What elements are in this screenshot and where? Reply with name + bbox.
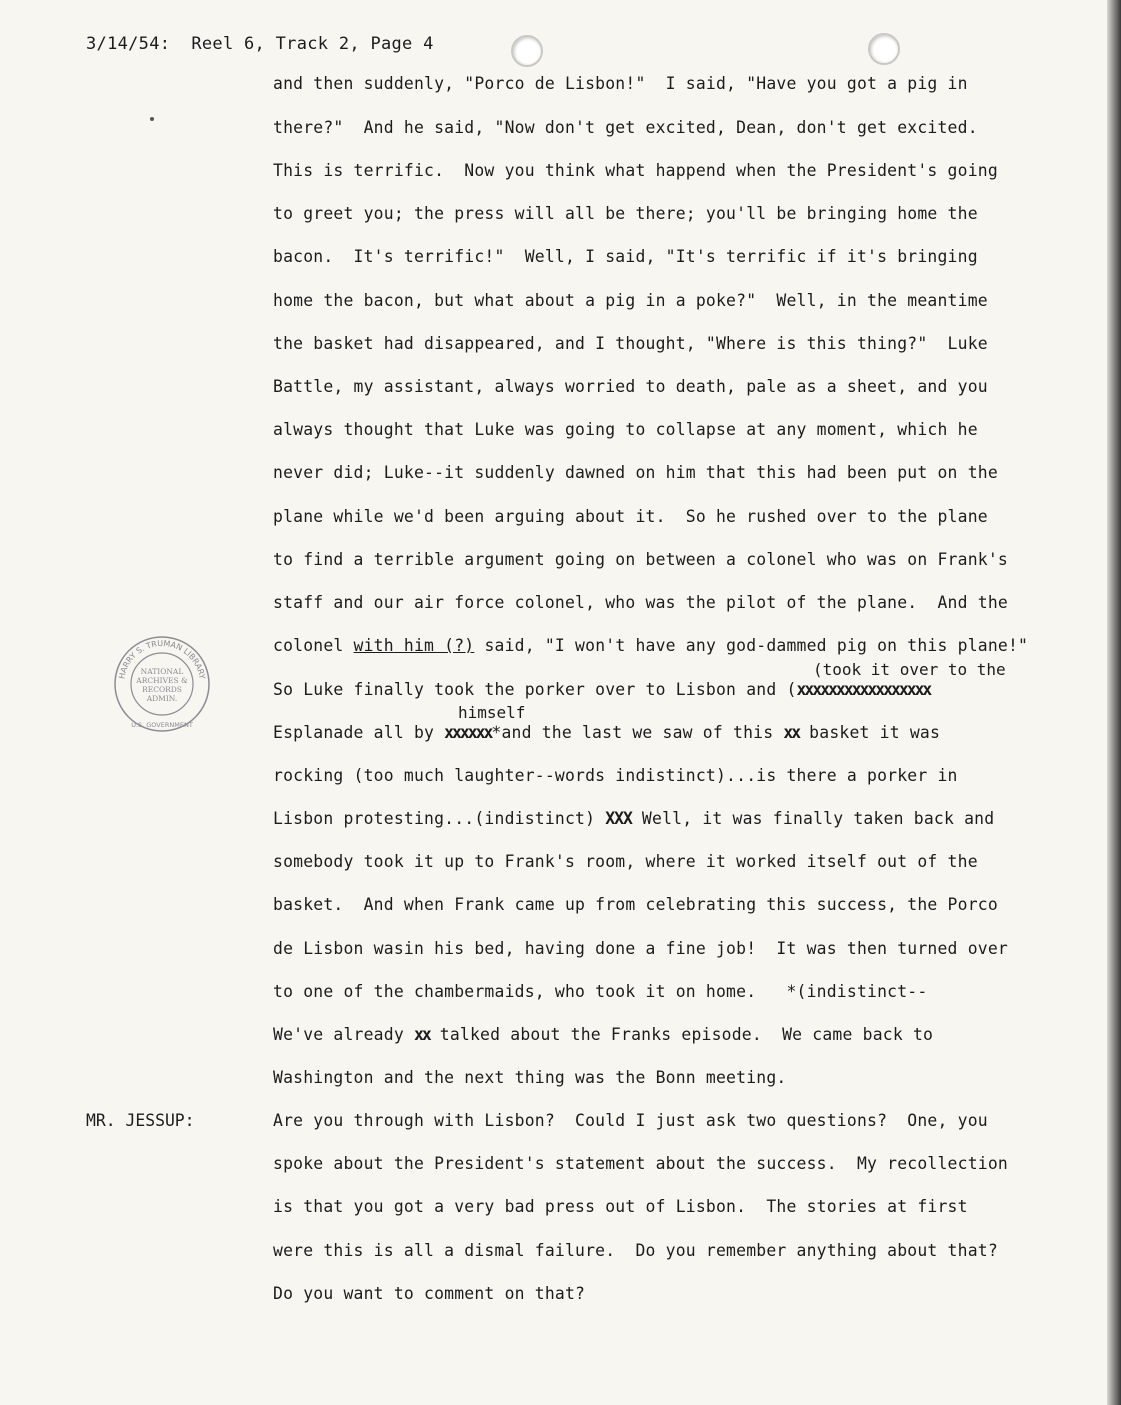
text-line: somebody took it up to Frank's room, where it worked itself out of the — [273, 852, 978, 871]
text-span: Esplanade all by — [273, 723, 445, 742]
text-line: always thought that Luke was going to collapse at any moment, which he — [273, 420, 978, 439]
struck-out-text: xxxxxx — [444, 723, 492, 742]
struck-out-text: xx — [783, 723, 800, 742]
text-span: colonel — [273, 636, 354, 655]
text-line: Are you through with Lisbon? Could I just ask two questions? One, you — [273, 1111, 988, 1130]
text-line: the basket had disappeared, and I thought, "Where is this thing?" Luke — [273, 334, 988, 353]
speaker-label: MR. JESSUP: — [86, 1111, 195, 1130]
text-span: said, "I won't have any god-dammed pig on this plane!" — [474, 636, 1029, 655]
text-line: staff and our air force colonel, who was the pilot of the plane. And the — [273, 593, 1008, 612]
stamp-ring-text: HARRY S. TRUMAN LIBRARY — [117, 638, 207, 680]
stamp-text: ARCHIVES & — [136, 676, 188, 685]
text-line: de Lisbon wasin his bed, having done a fine job! It was then turned over — [273, 939, 1008, 958]
text-line: spoke about the President's statement about the success. My recollection — [273, 1154, 1008, 1173]
text-span: So Luke finally took the porker over to Lisbon and ( — [273, 680, 797, 699]
text-line: rocking (too much laughter--words indistinct)...is there a porker in — [273, 766, 958, 785]
interlinear-insertion: himself — [458, 703, 526, 722]
ink-speck — [150, 117, 154, 121]
text-line-with-strikeout — [273, 1025, 933, 1044]
punch-hole-right — [868, 33, 900, 65]
text-span: Well, it was finally taken back and — [631, 809, 995, 828]
library-stamp — [112, 634, 212, 734]
text-line: were this is all a dismal failure. Do you remember anything about that? — [273, 1241, 998, 1260]
text-line: there?" And he said, "Now don't get excited, Dean, don't get excited. — [273, 118, 978, 137]
text-line: to one of the chambermaids, who took it on home. *(indistinct-- — [273, 982, 928, 1001]
text-line: never did; Luke--it suddenly dawned on him that this had been put on the — [273, 463, 998, 482]
text-line: Do you want to comment on that? — [273, 1284, 586, 1303]
text-line: This is terrific. Now you think what happend when the President's going — [273, 161, 998, 180]
text-span: talked about the Franks episode. We came back to — [429, 1025, 934, 1044]
text-span: *and the last we saw of this — [491, 723, 784, 742]
text-line-underlined — [273, 636, 1028, 655]
text-line: is that you got a very bad press out of Lisbon. The stories at first — [273, 1197, 968, 1216]
underlined-phrase: with him (?) — [353, 636, 475, 655]
text-line: bacon. It's terrific!" Well, I said, "It's terrific if it's bringing — [273, 247, 978, 266]
text-line: to find a terrible argument going on between a colonel who was on Frank's — [273, 550, 1008, 569]
text-line: to greet you; the press will all be there; you'll be bringing home the — [273, 204, 978, 223]
text-line-with-strikeout — [273, 809, 994, 828]
punch-hole-left — [511, 35, 543, 67]
svg-text:HARRY S. TRUMAN LIBRARY — [117, 639, 206, 680]
stamp-text: NATIONAL — [140, 667, 184, 676]
struck-out-text: XXX — [605, 809, 632, 828]
text-line-with-strikeout — [273, 680, 930, 699]
struck-out-text: xx — [413, 1025, 430, 1044]
struck-out-text: xxxxxxxxxxxxxxxxx — [796, 680, 931, 699]
text-line: Battle, my assistant, always worried to death, pale as a sheet, and you — [273, 377, 988, 396]
text-span: Lisbon protesting...(indistinct) — [273, 809, 606, 828]
interlinear-insertion: (took it over to the — [813, 660, 1006, 679]
text-line: Washington and the next thing was the Bonn meeting. — [273, 1068, 787, 1087]
page-edge — [1107, 0, 1121, 1405]
text-line-with-strikeout — [273, 723, 940, 742]
text-line: and then suddenly, "Porco de Lisbon!" I said, "Have you got a pig in — [273, 74, 968, 93]
text-line: home the bacon, but what about a pig in a poke?" Well, in the meantime — [273, 291, 988, 310]
stamp-text: RECORDS — [142, 685, 182, 694]
page-header: 3/14/54: Reel 6, Track 2, Page 4 — [86, 34, 434, 54]
text-span: basket it was — [799, 723, 941, 742]
text-span: We've already — [273, 1025, 414, 1044]
stamp-text: ADMIN. — [146, 694, 178, 703]
stamp-bottom-text: U.S. GOVERNMENT — [131, 721, 193, 729]
text-line: plane while we'd been arguing about it. So he rushed over to the plane — [273, 507, 988, 526]
text-line: basket. And when Frank came up from celebrating this success, the Porco — [273, 895, 998, 914]
